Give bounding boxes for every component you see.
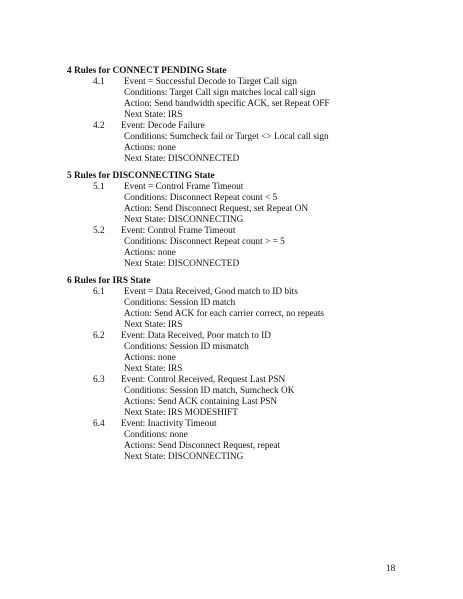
- rule-line: Next State: IRS: [124, 364, 183, 374]
- section-title: 6 Rules for IRS State: [67, 276, 151, 286]
- rule-line: Event: Control Received, Request Last PSN: [121, 375, 286, 385]
- rule-line: Conditions: Sumcheck fail or Target <> Local call sign: [124, 132, 329, 142]
- rule-line: Actions: Send Disconnect Request, repeat: [124, 441, 281, 451]
- rule-number: 4.2: [93, 121, 105, 131]
- rule-number: 6.1: [93, 287, 105, 297]
- rule-line: Actions: Send ACK containing Last PSN: [124, 397, 278, 407]
- rule-line: Event: Decode Failure: [121, 121, 205, 131]
- section-title: 4 Rules for CONNECT PENDING State: [67, 66, 227, 76]
- rule-line: Next State: DISCONNECTED: [124, 154, 240, 164]
- rule-line: Next State: DISCONNECTING: [124, 452, 244, 462]
- rule-line: Next State: IRS MODESHIFT: [124, 408, 238, 418]
- rule-number: 5.2: [93, 226, 105, 236]
- rule-line: Event = Successful Decode to Target Call sign: [124, 77, 297, 87]
- rule-line: Conditions: Session ID mismatch: [124, 342, 249, 352]
- rule-line: Conditions: Session ID match, Sumcheck OK: [124, 386, 295, 396]
- rule-line: Next State: IRS: [124, 110, 183, 120]
- rule-line: Event = Data Received, Good match to ID bits: [124, 287, 298, 297]
- rule-line: Conditions: Disconnect Repeat count < 5: [124, 193, 278, 203]
- rule-line: Conditions: Target Call sign matches local call sign: [124, 88, 316, 98]
- rule-line: Conditions: none: [124, 430, 188, 440]
- rule-line: Actions: none: [124, 353, 176, 363]
- rule-line: Actions: none: [124, 248, 176, 258]
- rule-number: 6.4: [93, 419, 105, 429]
- rule-line: Conditions: Disconnect Repeat count > = 5: [124, 237, 285, 247]
- rule-line: Action: Send bandwidth specific ACK, set Repeat OFF: [124, 99, 330, 109]
- rule-line: Actions: none: [124, 143, 176, 153]
- rule-line: Action: Send Disconnect Request, set Repeat ON: [124, 204, 309, 214]
- section-title: 5 Rules for DISCONNECTING State: [67, 171, 215, 181]
- rule-line: Event: Data Received, Poor match to ID: [121, 331, 271, 341]
- rule-line: Next State: DISCONNECTING: [124, 215, 244, 225]
- rule-number: 5.1: [93, 182, 105, 192]
- rule-line: Next State: DISCONNECTED: [124, 259, 240, 269]
- rule-line: Next State: IRS: [124, 320, 183, 330]
- page-number: 18: [386, 564, 396, 574]
- rule-line: Event = Control Frame Timeout: [124, 182, 244, 192]
- rule-number: 4.1: [93, 77, 105, 87]
- rule-line: Event: Inactivity Timeout: [121, 419, 217, 429]
- rule-number: 6.3: [93, 375, 105, 385]
- rule-line: Event: Control Frame Timeout: [121, 226, 236, 236]
- rule-line: Conditions: Session ID match: [124, 298, 236, 308]
- rule-line: Action: Send ACK for each carrier correct, no repeats: [124, 309, 325, 319]
- rule-number: 6.2: [93, 331, 105, 341]
